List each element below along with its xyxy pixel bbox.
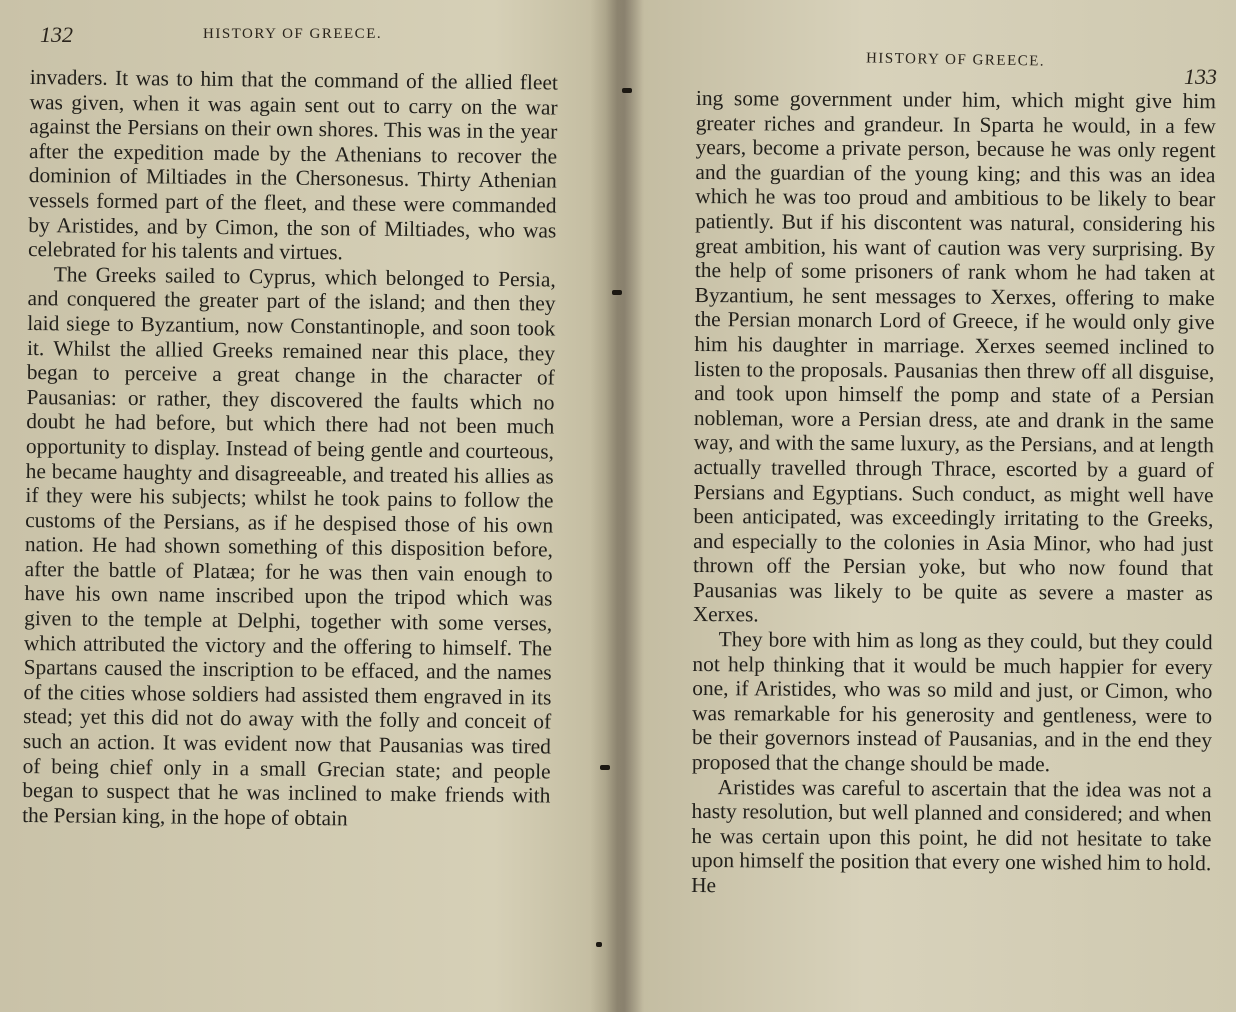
- binding-thread-mark: [622, 88, 632, 93]
- left-paragraph-1: invaders. It was to him that the command of the allied fleet was given, when it was again sent out to carry on the war against the Persians on their own shores. This was in the year after the expedition made by the Athenians to recover the dominion of Miltiades in the Chersonesus. Thirty Athenian vessels formed part of the fleet, and these were commanded by Aristides, and by Cimon, the son of Miltiades, who was celebrated for his talents and virtues.: [27, 65, 558, 265]
- right-page-text: [691, 86, 1216, 901]
- right-page: [628, 0, 1236, 1012]
- right-running-head: HISTORY OF GREECE.: [865, 50, 1046, 70]
- binding-thread-mark: [596, 942, 602, 947]
- right-paragraph-2: They bore with him as long as they could, but they could not help thinking that it would be much happier for every one, if Aristides, who was so mild and just, or Cimon, who was remarkable for his generosity and gentleness, were to be their governors instead of Pausanias, and in the end they proposed that the change should be made.: [691, 627, 1213, 777]
- left-page-number: 132: [40, 22, 73, 47]
- right-paragraph-3: Aristides was careful to ascertain that the idea was not a hasty resolution, but well planned and considered; and when he was certain upon this point, he did not hesitate to take upon himself the position that every one wished him to hold. He: [691, 774, 1212, 898]
- right-paragraph-1: ing some government under him, which might give him greater riches and grandeur. In Sparta he would, in a few years, become a private person, because he was only regent and the guardian of the young king; and this was an idea which he was too proud and ambitious to be likely to bear patiently. But if his discontent was natural, considering his great ambition, his want of caution was very surprising. By the help of some prisoners of rank whom he had taken at Byzantium, he sent messages to Xerxes, offering to make the Persian monarch Lord of Greece, if he would only give him his daughter in marriage. Xerxes seemed inclined to listen to the proposals. Pausanias then threw off all disguise, and took upon himself the pomp and state of a Persian nobleman, wore a Persian dress, ate and drank in the same way, and with the same luxury, as the Persians, and at length actually travelled through Thrace, escorted by a guard of Persians and Egyptians. Such conduct, as might well have been anticipated, was exceedingly irritating to the Greeks, and especially to the colonies in Asia Minor, who had just thrown off the Persian yoke, but who now found that Pausanias was likely to be quite as severe a master as Xerxes.: [692, 86, 1216, 627]
- binding-thread-mark: [612, 290, 622, 295]
- left-running-head: HISTORY OF GREECE.: [203, 26, 383, 42]
- right-page-number: 133: [1184, 64, 1217, 89]
- left-page-text: [22, 65, 558, 833]
- binding-thread-mark: [600, 765, 610, 770]
- left-paragraph-2: The Greeks sailed to Cyprus, which belonged to Persia, and conquered the greater part of the island; and then they laid siege to Byzantium, now Constantinople, and soon took it. Whilst the allied Greeks remained near this place, they began to perceive a great change in the character of Pausanias: or rather, they discovered the faults which no doubt he had before, but which there had not been much opportunity to display. Instead of being gentle and courteous, he became haughty and disagreeable, and treated his allies as if they were his subjects; whilst he took pains to follow the customs of the Persians, as if he despised those of his own nation. He had shown something of this disposition before, after the battle of Platæa; for he was then vain enough to have his own name inscribed upon the tripod which was given to the temple at Delphi, together with some verses, which attributed the victory and the offering to himself. The Spartans caused the inscription to be effaced, and the names of the cities whose soldiers had assisted them engraved in its stead; yet this did not do away with the folly and conceit of such an action. It was evident now that Pausanias was tired of being chief only in a small Grecian state; and people began to suspect that he was inclined to make friends with the Persian king, in the hope of obtain: [22, 262, 556, 831]
- left-page: [0, 0, 600, 1012]
